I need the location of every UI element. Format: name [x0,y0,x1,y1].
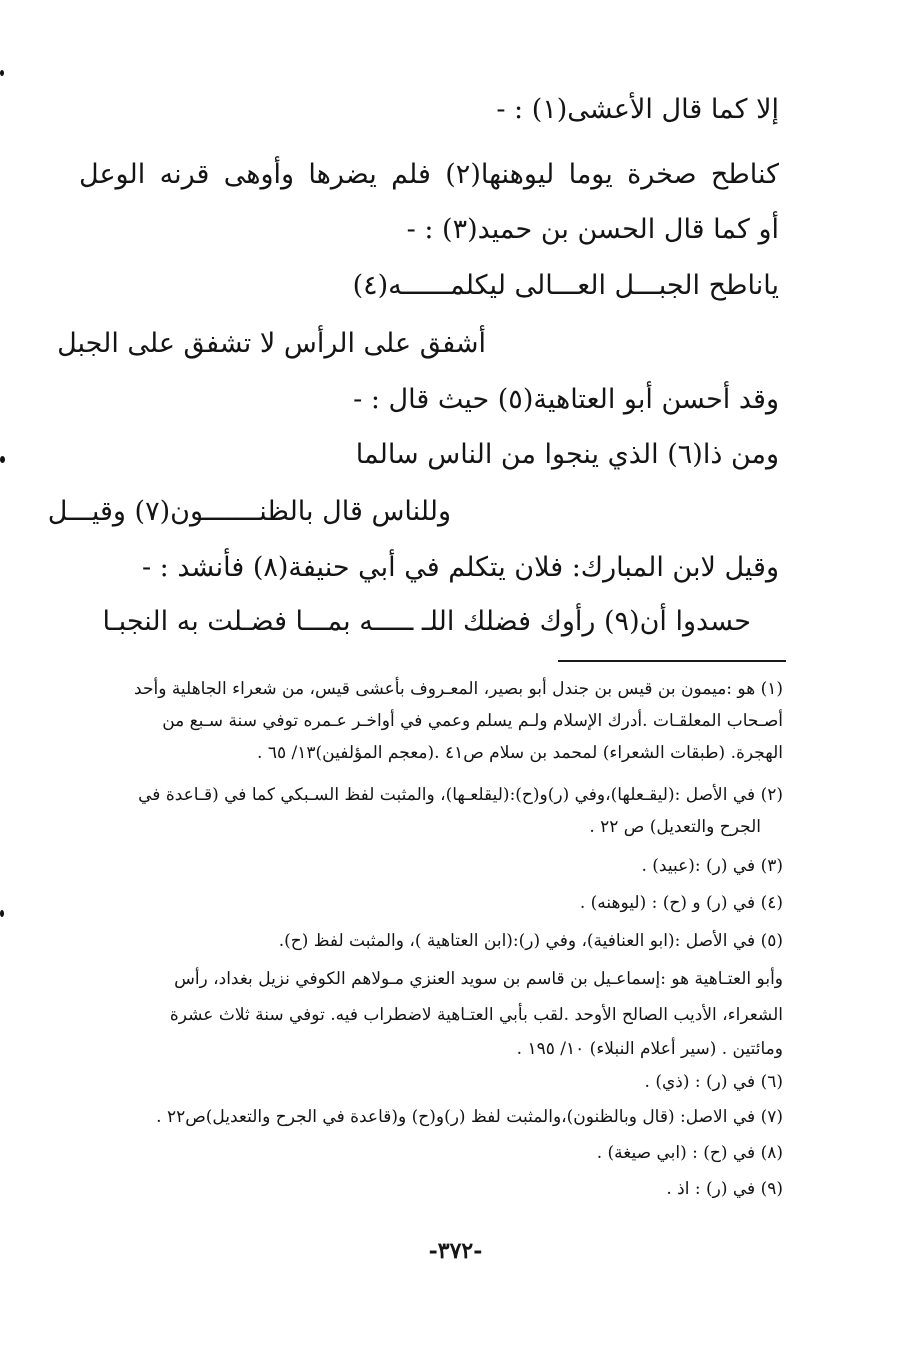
footnote-line: (٨) في (ح) : (ابي صيغة) . [596,1143,783,1163]
footnote-line: الهجرة. (طبقات الشعراء) لمحمد بن سلام ص٤١ .(معجم المؤلفين)١٣/ ٦٥ . [257,743,783,763]
scan-mark [0,70,4,76]
body-line: إلا كما قال الأعشى(١) : - [496,94,779,125]
footnote-separator [558,660,786,662]
footnote-line: (٥) في الأصل :(ابو العنافية)، وفي (ر):(ابن العتاهية )، والمثبت لفظ (ح). [278,931,783,951]
footnote-line: (٦) في (ر) : (ذي) . [644,1072,783,1092]
footnote-line: ومائتين . (سير أعلام النبلاء) ١٠/ ١٩٥ . [516,1039,783,1059]
footnote-line: أصـحاب المعلقـات .أدرك الإسلام ولـم يسلم وعمي في أواخـر عـمره توفي سنة سـبع من [162,711,783,731]
footnote-line: الشعراء، الأديب الصالح الأوحد .لقب بأبي العتـاهية لاضطراب فيه. توفي سنة ثلاث عشرة [169,1005,783,1025]
scan-mark [0,456,5,463]
footnote-line: (٢) في الأصل :(ليقـعلها)،وفي (ر)و(ح):(ليقلعـها)، والمثبت لفظ السـبكي كما في (قـاعدة في [138,785,783,805]
body-line: حسدوا أن(٩) رأوك فضلك اللـ ـــــه بمـــا فضـلت به النجبـا [102,606,751,637]
body-line: أو كما قال الحسن بن حميد(٣) : - [406,214,779,245]
body-line: كناطح صخرة يوما ليوهنها(٢) فلم يضرها وأوهى قرنه الوعل [79,159,780,190]
footnote-line: (٩) في (ر) : اذ . [666,1179,783,1199]
page-number: -٣٧٢- [428,1238,483,1264]
body-line: وقيل لابن المبارك: فلان يتكلم في أبي حنيفة(٨) فأنشد : - [141,552,779,583]
scan-mark [0,910,4,917]
body-line: ومن ذا(٦) الذي ينجوا من الناس سالما [355,439,779,470]
footnote-line: (٧) في الاصل: (قال وبالظنون)،والمثبت لفظ (ر)و(ح) و(قاعدة في الجرح والتعديل)ص٢٢ . [156,1107,783,1127]
footnote-line: (٤) في (ر) و (ح) : (ليوهنه) . [579,893,783,913]
body-line: أشفق على الرأس لا تشفق على الجبل [57,328,486,359]
footnote-line: (١) هو :ميمون بن قيس بن جندل أبو بصير، المعـروف بأعشى قيس، من شعراء الجاهلية وأحد [134,679,783,699]
footnote-line: (٣) في (ر) :(عبيد) . [641,856,783,876]
body-line: وللناس قال بالظنـــــــون(٧) وقيـــل [47,496,451,527]
footnote-line: الجرح والتعديل) ص ٢٢ . [589,817,761,837]
body-line: ياناطح الجبـــل العـــالى ليكلمــــــه(٤) [352,270,779,301]
footnote-line: وأبو العتـاهية هو :إسماعـيل بن قاسم بن سويد العنزي مـولاهم الكوفي نزيل بغداد، رأس [174,969,783,989]
body-line: وقد أحسن أبو العتاهية(٥) حيث قال : - [353,384,779,415]
